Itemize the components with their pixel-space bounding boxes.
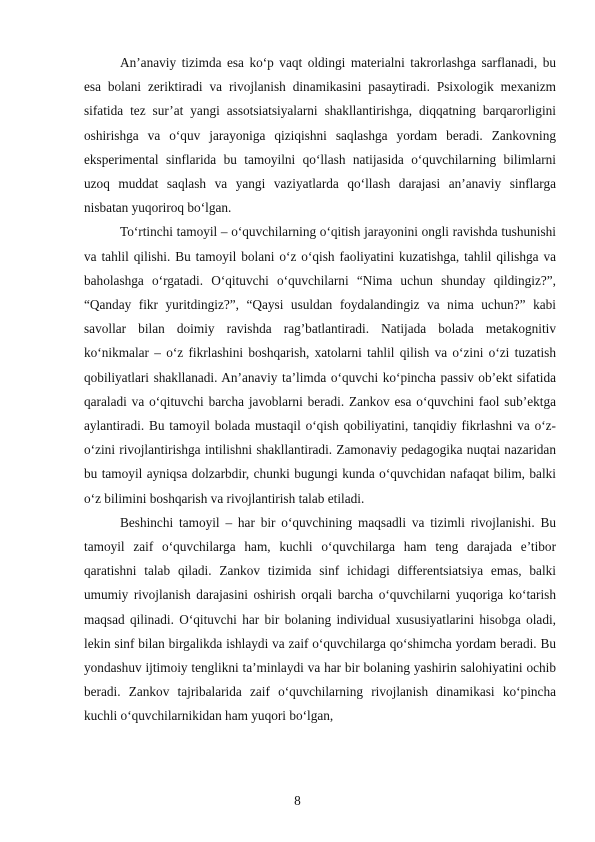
page-number: 8: [294, 793, 301, 808]
paragraph-fourth-principle: To‘rtinchi tamoyil – o‘quvchilarning o‘qitish jarayonini ongli ravishda tushunishi va tahlil qilishi. Bu tamoyil bolani o‘z o‘qish faoliyatini kuzatishga, tahlil qilishga va baholashga o‘rgatadi. O‘qituvchi o‘quvchilarni “Nima uchun shunday qildingiz?”, “Qanday fikr yuritdingiz?”, “Qaysi usuldan foydalandingiz va nima uchun?” kabi savollar bilan doimiy ravishda rag’batlantiradi. Natijada bolada metakognitiv ko‘nikmalar – o‘z fikrlashini boshqarish, xatolarni tahlil qilish va o‘zini o‘zi tuzatish qobiliyatlari shakllanadi. An’anaviy ta’limda o‘quvchi ko‘pincha passiv ob’ekt sifatida qaraladi va o‘qituvchi barcha javoblarni beradi. Zankov esa o‘quvchini faol sub’ektga aylantiradi. Bu tamoyil bolada mustaqil o‘qish qobiliyatini, tanqidiy fikrlashni va o‘z-o‘zini rivojlantirishga intilishni shakllantiradi. Zamonaviy pedagogika nuqtai nazaridan bu tamoyil ayniqsa dolzarbdir, chunki bugungi kunda o‘quvchidan nafaqat bilim, balki o‘z bilimini boshqarish va rivojlantirish talab etiladi.: [84, 224, 556, 506]
document-body: [84, 51, 556, 729]
paragraph-fast-pace: An’anaviy tizimda esa ko‘p vaqt oldingi materialni takrorlashga sarflanadi, bu esa bolani zeriktiradi va rivojlanish dinamikasini pasaytiradi. Psixologik mexanizm sifatida tez sur’at yangi assotsiatsiyalarni shakllantirishga, diqqatning barqarorligini oshirishga va o‘quv jarayoniga qiziqishni saqlashga yordam beradi. Zankovning eksperimental sinflarida bu tamoyilni qo‘llash natijasida o‘quvchilarning bilimlarni uzoq muddat saqlash va yangi vaziyatlarda qo‘llash darajasi an’anaviy sinflarga nisbatan yuqoriroq bo‘lgan.: [84, 55, 556, 216]
paragraph-fifth-principle: Beshinchi tamoyil – har bir o‘quvchining maqsadli va tizimli rivojlanishi. Bu tamoyil zaif o‘quvchilarga ham, kuchli o‘quvchilarga ham teng darajada e’tibor qaratishni talab qiladi. Zankov tizimida sinf ichidagi differentsiatsiya emas, balki umumiy rivojlanish darajasini oshirish orqali barcha o‘quvchilarni yuqoriga ko‘tarish maqsad qilinadi. O‘qituvchi har bir bolaning individual xususiyatlarini hisobga oladi, lekin sinf bilan birgalikda ishlaydi va zaif o‘quvchilarga qo‘shimcha yordam beradi. Bu yondashuv ijtimoiy tenglikni ta’minlaydi va har bir bolaning yashirin salohiyatini ochib beradi. Zankov tajribalarida zaif o‘quvchilarning rivojlanish dinamikasi ko‘pincha kuchli o‘quvchilarnikidan ham yuqori bo‘lgan,: [84, 514, 556, 724]
